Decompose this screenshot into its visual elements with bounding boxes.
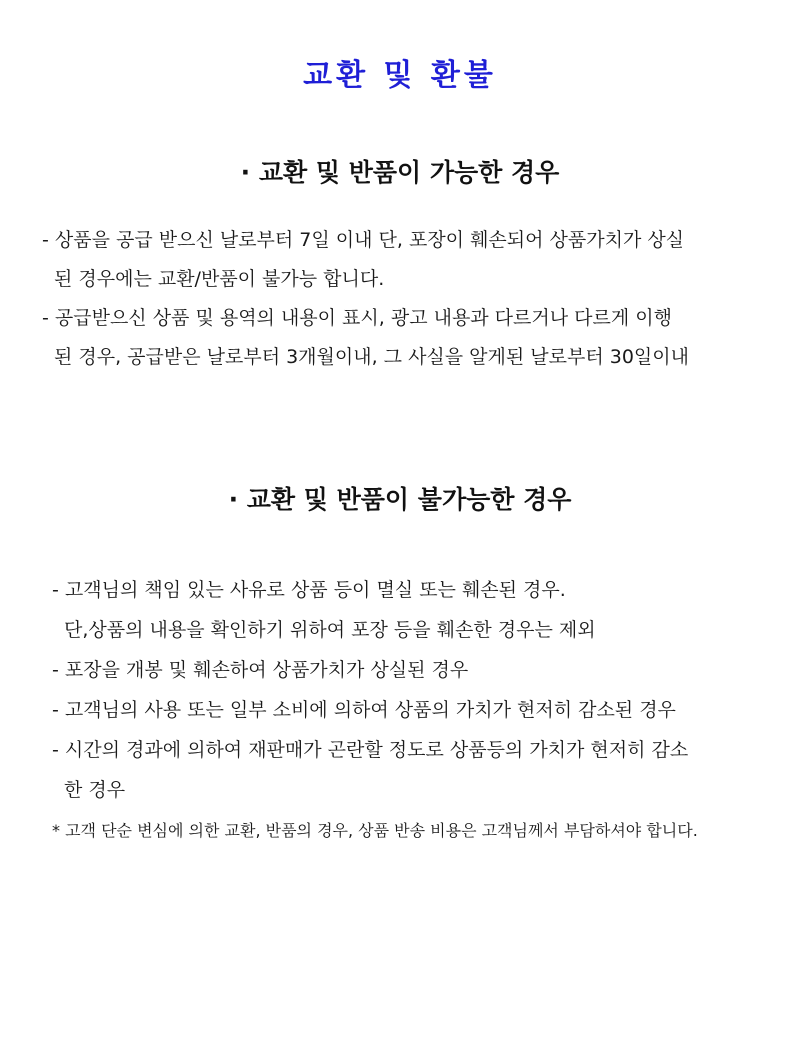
return-shipping-note: * 고객 단순 변심에 의한 교환, 반품의 경우, 상품 반송 비용은 고객님께서 부담하셔야 합니다. xyxy=(52,821,698,840)
list-item: - 포장을 개봉 및 훼손하여 상품가치가 상실된 경우 xyxy=(52,659,469,681)
list-item: - 고객님의 사용 또는 일부 소비에 의하여 상품의 가치가 현저히 감소된 경우 xyxy=(52,699,676,721)
section-heading-returnable: · 교환 및 반품이 가능한 경우 xyxy=(240,158,560,187)
list-item-continuation: 단,상품의 내용을 확인하기 위하여 포장 등을 훼손한 경우는 제외 xyxy=(64,619,596,641)
list-item: - 고객님의 책임 있는 사유로 상품 등이 멸실 또는 훼손된 경우. xyxy=(52,579,566,601)
section-heading-non-returnable: · 교환 및 반품이 불가능한 경우 xyxy=(228,485,572,514)
list-item-continuation: 된 경우에는 교환/반품이 불가능 합니다. xyxy=(54,268,385,290)
list-item: - 공급받으신 상품 및 용역의 내용이 표시, 광고 내용과 다르거나 다르게 이행 xyxy=(42,307,672,329)
page-title: 교환 및 환불 xyxy=(303,58,497,93)
list-item: - 시간의 경과에 의하여 재판매가 곤란할 정도로 상품등의 가치가 현저히 감소 xyxy=(52,739,689,761)
list-item-continuation: 된 경우, 공급받은 날로부터 3개월이내, 그 사실을 알게된 날로부터 30일이내 xyxy=(54,346,689,368)
list-item-continuation: 한 경우 xyxy=(64,779,126,801)
list-item: - 상품을 공급 받으신 날로부터 7일 이내 단, 포장이 훼손되어 상품가치가 상실 xyxy=(42,229,685,251)
